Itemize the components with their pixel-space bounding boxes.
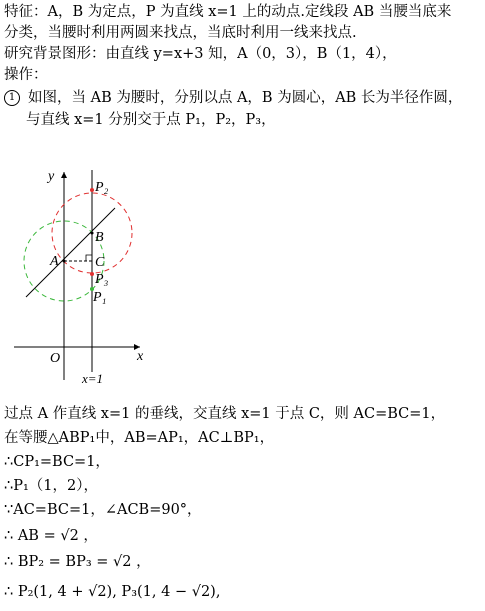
intro-line-3: 研究背景图形：由直线 y=x+3 知，A（0，3），B（1，4）， — [4, 46, 397, 62]
proof-line-7: ∴ BP₂ = BP₃ = √2 ， — [4, 554, 151, 570]
label-p2: P₂ — [95, 180, 109, 195]
intro-line-4: 操作： — [4, 67, 48, 83]
label-x: x — [137, 349, 144, 364]
step1-line-2: 与直线 x=1 分别交于点 P₁，P₂，P₃， — [26, 112, 276, 128]
intro-line-2: 分类，当腰时利用两圆来找点，当底时利用一线来找点. — [4, 25, 357, 41]
proof-line-8: ∴ P₂(1, 4 + √2), P₃(1, 4 − √2), — [4, 584, 221, 600]
label-x-equals-1: x=1 — [82, 371, 104, 386]
label-a: A — [50, 254, 59, 269]
step-number-circle: 1 — [4, 90, 20, 106]
label-y: y — [48, 169, 55, 184]
label-p3: P₃ — [95, 272, 109, 287]
point-b — [91, 232, 94, 235]
point-p3 — [90, 272, 94, 276]
proof-line-3: ∴CP₁=BC=1， — [4, 454, 110, 470]
proof-line-2: 在等腰△ABP₁中，AB=AP₁，AC⊥BP₁， — [4, 430, 275, 446]
label-p1: P₁ — [93, 290, 107, 305]
point-p2 — [90, 188, 94, 192]
point-a — [63, 260, 66, 263]
intro-line-1: 特征：A，B 为定点，P 为直线 x=1 上的动点.定线段 AB 当腰当底来 — [4, 4, 452, 20]
step1-text-1: 如图，当 AB 为腰时，分别以点 A，B 为圆心，AB 长为半径作圆， — [28, 90, 463, 106]
proof-line-4: ∴P₁（1，2）， — [4, 478, 98, 494]
right-angle-mark — [86, 255, 92, 261]
label-b: B — [95, 230, 104, 245]
proof-line-6: ∴ AB = √2 ， — [4, 528, 98, 544]
label-o: O — [50, 351, 61, 366]
proof-line-1: 过点 A 作直线 x=1 的垂线，交直线 x=1 于点 C，则 AC=BC=1， — [4, 406, 446, 422]
label-c: C — [95, 255, 105, 270]
proof-line-5: ∵AC=BC=1，∠ACB=90°， — [4, 502, 202, 518]
